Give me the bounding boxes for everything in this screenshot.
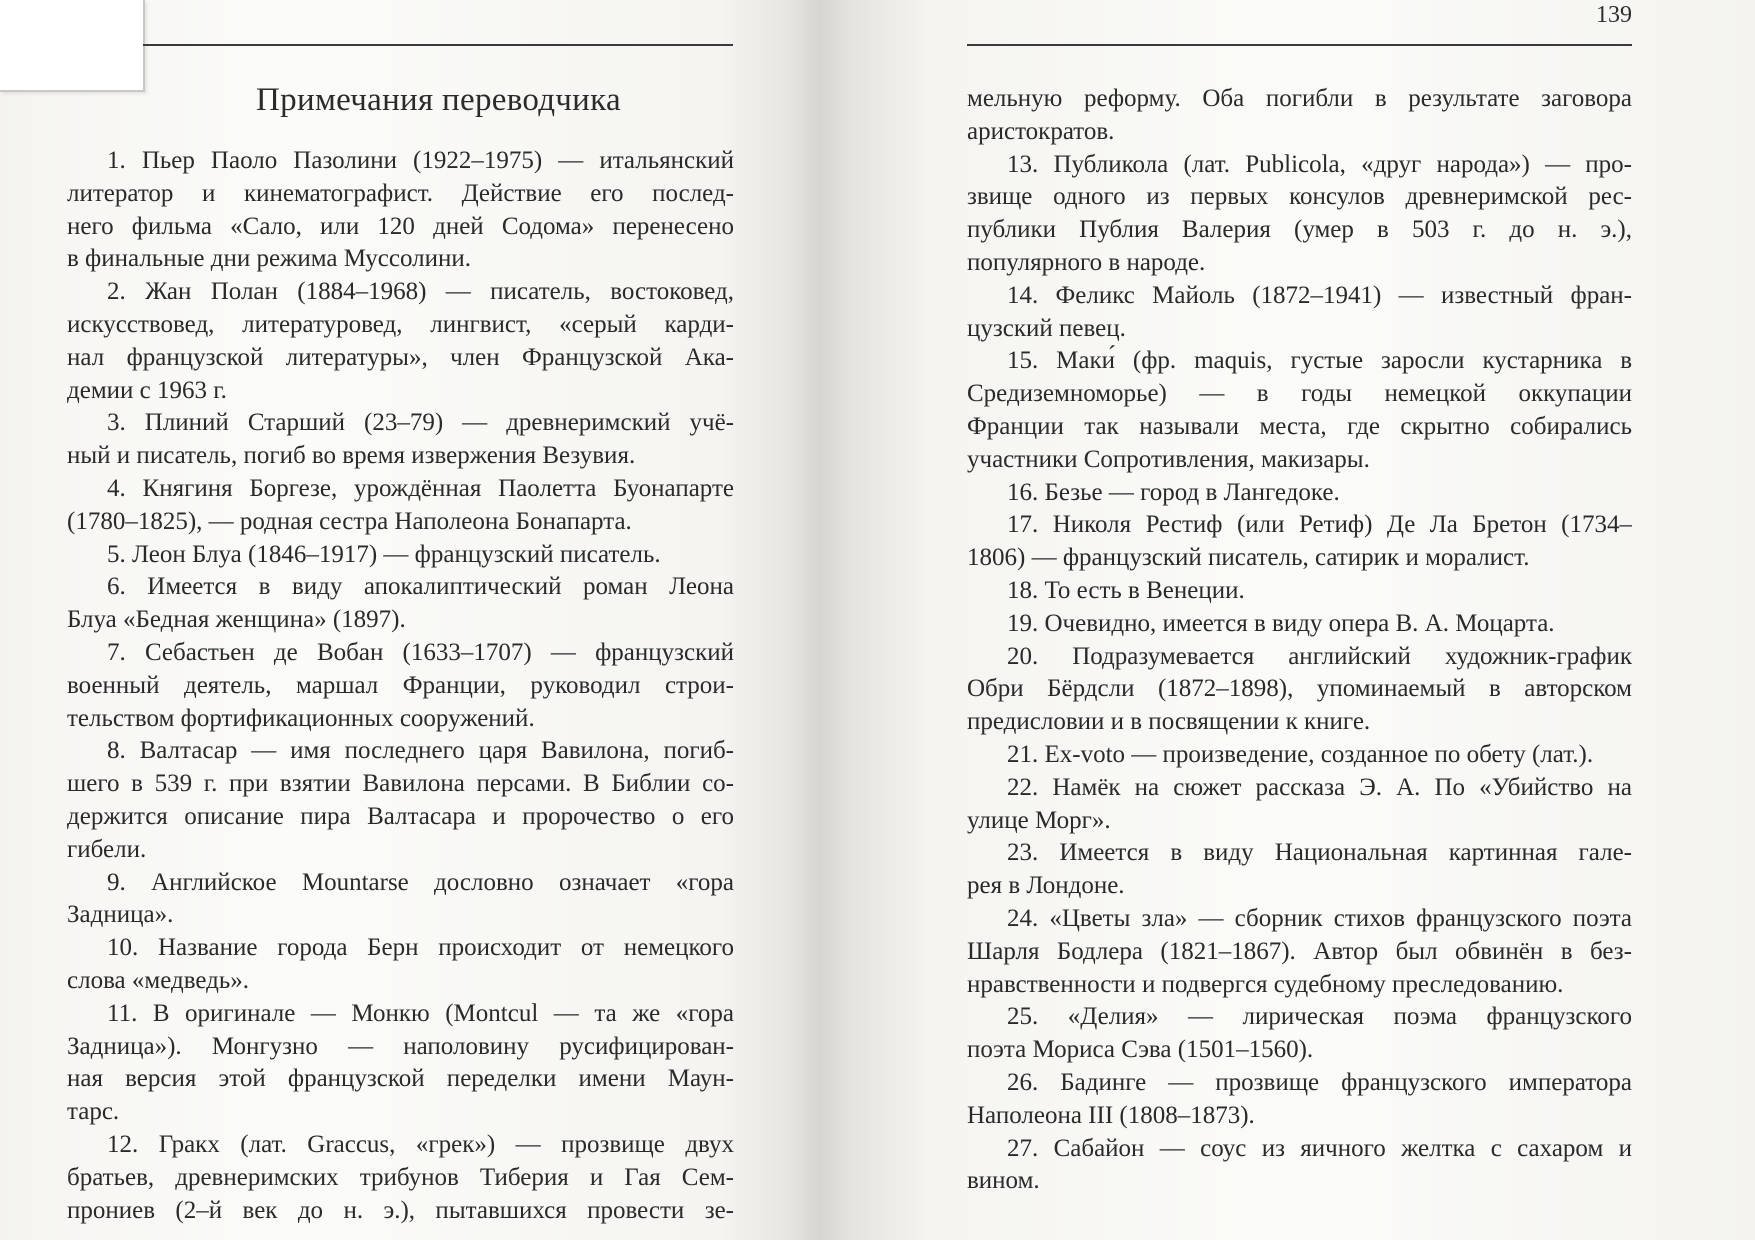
text-line: демии с 1963 г. xyxy=(67,376,227,404)
text-line: литератор и кинематографист. Действие его послед- xyxy=(67,179,734,207)
text-line: аристократов. xyxy=(967,117,1115,145)
text-line: вином. xyxy=(967,1167,1040,1195)
text-line: 22. Намёк на сюжет рассказа Э. А. По «Убийство на xyxy=(1007,773,1632,801)
text-line: 18. То есть в Венеции. xyxy=(1007,576,1245,604)
text-line: 27. Сабайон — соус из яичного желтка с сахаром и xyxy=(1007,1134,1632,1162)
text-line: Шарля Бодлера (1821–1867). Автор был обвинён в без- xyxy=(967,937,1632,965)
text-line: 9. Английское Mountarse дословно означает «гора xyxy=(107,868,734,896)
right-page-column xyxy=(967,83,1632,1198)
text-line: звище одного из первых консулов древнеримской рес- xyxy=(967,183,1632,211)
text-line: популярного в народе. xyxy=(967,248,1206,276)
text-line: 11. В оригинале — Монкю (Montcul — та же «гора xyxy=(107,999,734,1027)
text-line: Средиземноморье) — в годы немецкой оккупации xyxy=(967,380,1632,408)
page-title: Примечания переводчика xyxy=(256,82,621,118)
text-line: 23. Имеется в виду Национальная картинная гале- xyxy=(1007,839,1632,867)
text-line: 26. Бадинге — прозвище французского императора xyxy=(1007,1068,1632,1096)
text-line: улице Морг». xyxy=(967,806,1111,834)
text-line: рея в Лондоне. xyxy=(967,872,1125,900)
text-line: 17. Николя Рестиф (или Ретиф) Де Ла Бретон (1734– xyxy=(1007,511,1632,539)
text-line: 2. Жан Полан (1884–1968) — писатель, востоковед, xyxy=(107,278,734,306)
text-line: 8. Валтасар — имя последнего царя Вавилона, погиб- xyxy=(107,737,734,765)
text-line: прониев (2–й век до н. э.), пытавшихся провести зе- xyxy=(67,1196,734,1224)
text-line: поэта Мориса Сэва (1501–1560). xyxy=(967,1036,1314,1064)
text-line: 14. Феликс Майоль (1872–1941) — известный фран- xyxy=(1007,281,1632,309)
text-line: цузский певец. xyxy=(967,314,1126,342)
text-line: Задница». xyxy=(67,901,174,929)
text-line: ная версия этой французской переделки имени Маун- xyxy=(67,1065,734,1093)
text-line: 4. Княгиня Боргезе, урождённая Паолетта Буонапарте xyxy=(107,474,734,502)
text-line: 10. Название города Берн происходит от немецкого xyxy=(107,934,734,962)
text-line: 15. Маки́ (фр. maquis, густые заросли кустарника в xyxy=(1007,347,1632,375)
page-number: 139 xyxy=(1596,2,1632,28)
text-line: Франции так называли места, где скрытно собирались xyxy=(967,412,1632,440)
text-line: участники Сопротивления, макизары. xyxy=(967,445,1370,473)
text-line: 16. Безье — город в Лангедоке. xyxy=(1007,478,1340,506)
text-line: 5. Леон Блуа (1846–1917) — французский писатель. xyxy=(107,540,661,568)
text-line: военный деятель, маршал Франции, руководил строи- xyxy=(67,671,734,699)
text-line: мельную реформу. Оба погибли в результате заговора xyxy=(967,85,1632,112)
text-line: 20. Подразумевается английский художник-график xyxy=(1007,642,1632,670)
text-line: 3. Плиний Старший (23–79) — древнеримский учё- xyxy=(107,409,734,437)
text-line: 13. Публикола (лат. Publicola, «друг народа») — про- xyxy=(1007,150,1632,178)
text-line: братьев, древнеримских трибунов Тиберия и Гая Сем- xyxy=(67,1163,734,1191)
left-header-rule xyxy=(143,44,733,46)
text-line: в финальные дни режима Муссолини. xyxy=(67,245,472,273)
text-line: Задница»). Монгузно — наполовину русифицирован- xyxy=(67,1032,734,1060)
text-line: Обри Бёрдсли (1872–1898), упоминаемый в авторском xyxy=(967,675,1632,703)
text-line: 1. Пьер Паоло Пазолини (1922–1975) — итальянский xyxy=(107,147,734,174)
text-line: искусствовед, литературовед, лингвист, «серый карди- xyxy=(67,310,734,338)
text-line: Наполеона III (1808–1873). xyxy=(967,1101,1255,1129)
text-line: нал французской литературы», член Французской Ака- xyxy=(67,343,734,371)
text-line: шего в 539 г. при взятии Вавилона персами. В Библии со- xyxy=(67,770,734,798)
left-page-column xyxy=(67,145,734,1227)
text-line: нравственности и подвергся судебному преследованию. xyxy=(967,970,1564,998)
text-line: 24. «Цветы зла» — сборник стихов французского поэта xyxy=(1007,904,1632,932)
text-line: 1806) — французский писатель, сатирик и моралист. xyxy=(967,544,1530,572)
text-line: тельством фортификационных сооружений. xyxy=(67,704,535,732)
text-line: гибели. xyxy=(67,835,147,863)
text-line: 12. Гракх (лат. Graccus, «грек») — прозвище двух xyxy=(107,1130,734,1158)
paper-tab xyxy=(0,0,145,92)
text-line: 6. Имеется в виду апокалиптический роман Леона xyxy=(107,573,734,601)
text-line: слова «медведь». xyxy=(67,966,249,994)
text-line: 25. «Делия» — лирическая поэма французского xyxy=(1007,1003,1632,1031)
text-line: ный и писатель, погиб во время извержения Везувия. xyxy=(67,442,636,470)
text-line: 7. Себастьен де Вобан (1633–1707) — французский xyxy=(107,638,734,666)
text-line: держится описание пира Валтасара и пророчество о его xyxy=(67,802,734,830)
text-line: предисловии и в посвящении к книге. xyxy=(967,708,1371,736)
text-line: Блуа «Бедная женщина» (1897). xyxy=(67,606,406,634)
text-line: публики Публия Валерия (умер в 503 г. до н. э.), xyxy=(967,216,1632,244)
text-line: 21. Ex-voto — произведение, созданное по обету (лат.). xyxy=(1007,740,1594,768)
text-line: тарс. xyxy=(67,1098,120,1126)
text-line: 19. Очевидно, имеется в виду опера В. А. Моцарта. xyxy=(1007,609,1555,637)
text-line: (1780–1825), — родная сестра Наполеона Бонапарта. xyxy=(67,507,632,535)
right-header-rule xyxy=(967,44,1632,46)
text-line: него фильма «Сало, или 120 дней Содома» перенесено xyxy=(67,212,734,240)
